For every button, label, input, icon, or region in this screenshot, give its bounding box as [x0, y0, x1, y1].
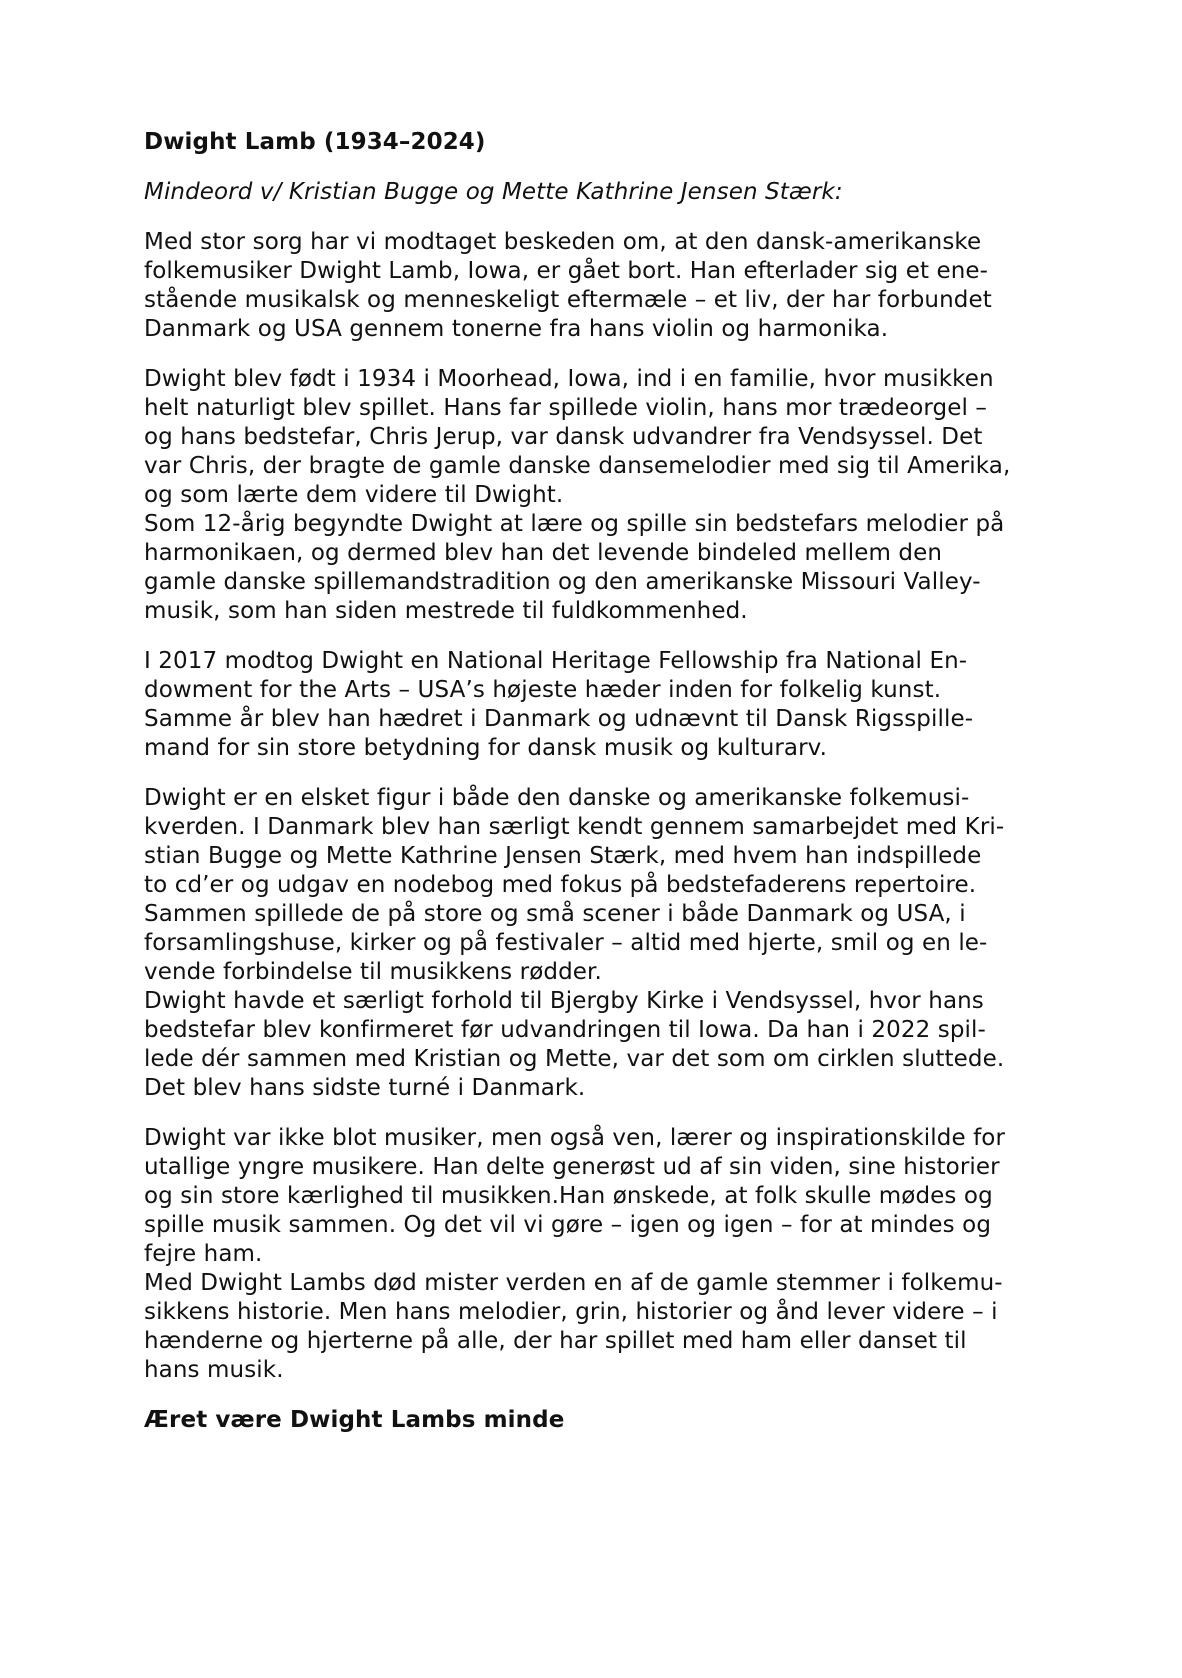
text-line: Dwight havde et særligt forhold til Bjergby Kirke i Vendsyssel, hvor hans: [144, 988, 984, 1014]
text-line: Med Dwight Lambs død mister verden en af de gamle stemmer i folkemu-: [144, 1270, 1003, 1296]
text-line: Dwight var ikke blot musiker, men også ven, lærer og inspirationskilde for: [144, 1125, 1006, 1151]
text-line: to cd’er og udgav en nodebog med fokus på bedstefaderens repertoire.: [144, 872, 977, 898]
text-line: og hans bedstefar, Chris Jerup, var dansk udvandrer fra Vendsyssel. Det: [144, 424, 983, 450]
document-subtitle: Mindeord v/ Kristian Bugge og Mette Kathrine Jensen Stærk:: [144, 179, 843, 205]
paragraph-5: [144, 1124, 1064, 1385]
text-line: forsamlingshuse, kirker og på festivaler – altid med hjerte, smil og en le-: [144, 930, 988, 956]
paragraph-4: [144, 784, 1064, 1103]
text-line: vende forbindelse til musikkens rødder.: [144, 959, 602, 985]
text-line: Danmark og USA gennem tonerne fra hans violin og harmonika.: [144, 316, 889, 342]
text-line: sikkens historie. Men hans melodier, grin, historier og ånd lever videre – i: [144, 1299, 998, 1325]
text-line: bedstefar blev konfirmeret før udvandringen til Iowa. Da han i 2022 spil-: [144, 1017, 986, 1043]
paragraph-2: [144, 365, 1064, 626]
text-line: lede dér sammen med Kristian og Mette, var det som om cirklen sluttede.: [144, 1046, 1005, 1072]
text-line: stian Bugge og Mette Kathrine Jensen Stærk, med hvem han indspillede: [144, 843, 982, 869]
text-line: kverden. I Danmark blev han særligt kendt gennem samarbejdet med Kri-: [144, 814, 1005, 840]
text-line: hans musik.: [144, 1357, 284, 1383]
text-line: Sammen spillede de på store og små scener i både Danmark og USA, i: [144, 901, 966, 927]
paragraph-1: [144, 228, 1064, 344]
text-line: dowment for the Arts – USA’s højeste hæder inden for folkelig kunst.: [144, 677, 942, 703]
text-line: spille musik sammen. Og det vil vi gøre – igen og igen – for at mindes og: [144, 1212, 992, 1238]
text-line: musik, som han siden mestrede til fuldkommenhed.: [144, 598, 748, 624]
document-title: Dwight Lamb (1934–2024): [144, 129, 486, 155]
text-line: stående musikalsk og menneskeligt eftermæle – et liv, der har forbundet: [144, 287, 992, 313]
text-line: gamle danske spillemandstradition og den amerikanske Missouri Valley-: [144, 569, 981, 595]
text-line: utallige yngre musikere. Han delte generøst ud af sin viden, sine historier: [144, 1154, 1000, 1180]
document-page: [144, 128, 1064, 1435]
text-line: Med stor sorg har vi modtaget beskeden om, at den dansk-amerikanske: [144, 229, 982, 255]
paragraph-3: [144, 647, 1064, 763]
text-line: harmonikaen, og dermed blev han det levende bindeled mellem den: [144, 540, 943, 566]
text-line: var Chris, der bragte de gamle danske dansemelodier med sig til Amerika,: [144, 453, 1011, 479]
text-line: Dwight er en elsket figur i både den danske og amerikanske folkemusi-: [144, 785, 970, 811]
text-line: hænderne og hjerterne på alle, der har spillet med ham eller danset til: [144, 1328, 967, 1354]
text-line: helt naturligt blev spillet. Hans far spillede violin, hans mor trædeorgel –: [144, 395, 987, 421]
text-line: fejre ham.: [144, 1241, 263, 1267]
text-line: og sin store kærlighed til musikken.Han ønskede, at folk skulle mødes og: [144, 1183, 993, 1209]
text-line: Dwight blev født i 1934 i Moorhead, Iowa, ind i en familie, hvor musikken: [144, 366, 994, 392]
text-line: mand for sin store betydning for dansk musik og kulturarv.: [144, 735, 828, 761]
closing-line: Æret være Dwight Lambs minde: [144, 1407, 565, 1433]
text-line: Det blev hans sidste turné i Danmark.: [144, 1075, 586, 1101]
text-line: Som 12-årig begyndte Dwight at lære og spille sin bedstefars melodier på: [144, 511, 1005, 537]
text-line: Samme år blev han hædret i Danmark og udnævnt til Dansk Rigsspille-: [144, 706, 974, 732]
text-line: og som lærte dem videre til Dwight.: [144, 482, 564, 508]
text-line: folkemusiker Dwight Lamb, Iowa, er gået bort. Han efterlader sig et ene-: [144, 258, 989, 284]
text-line: I 2017 modtog Dwight en National Heritage Fellowship fra National En-: [144, 648, 968, 674]
